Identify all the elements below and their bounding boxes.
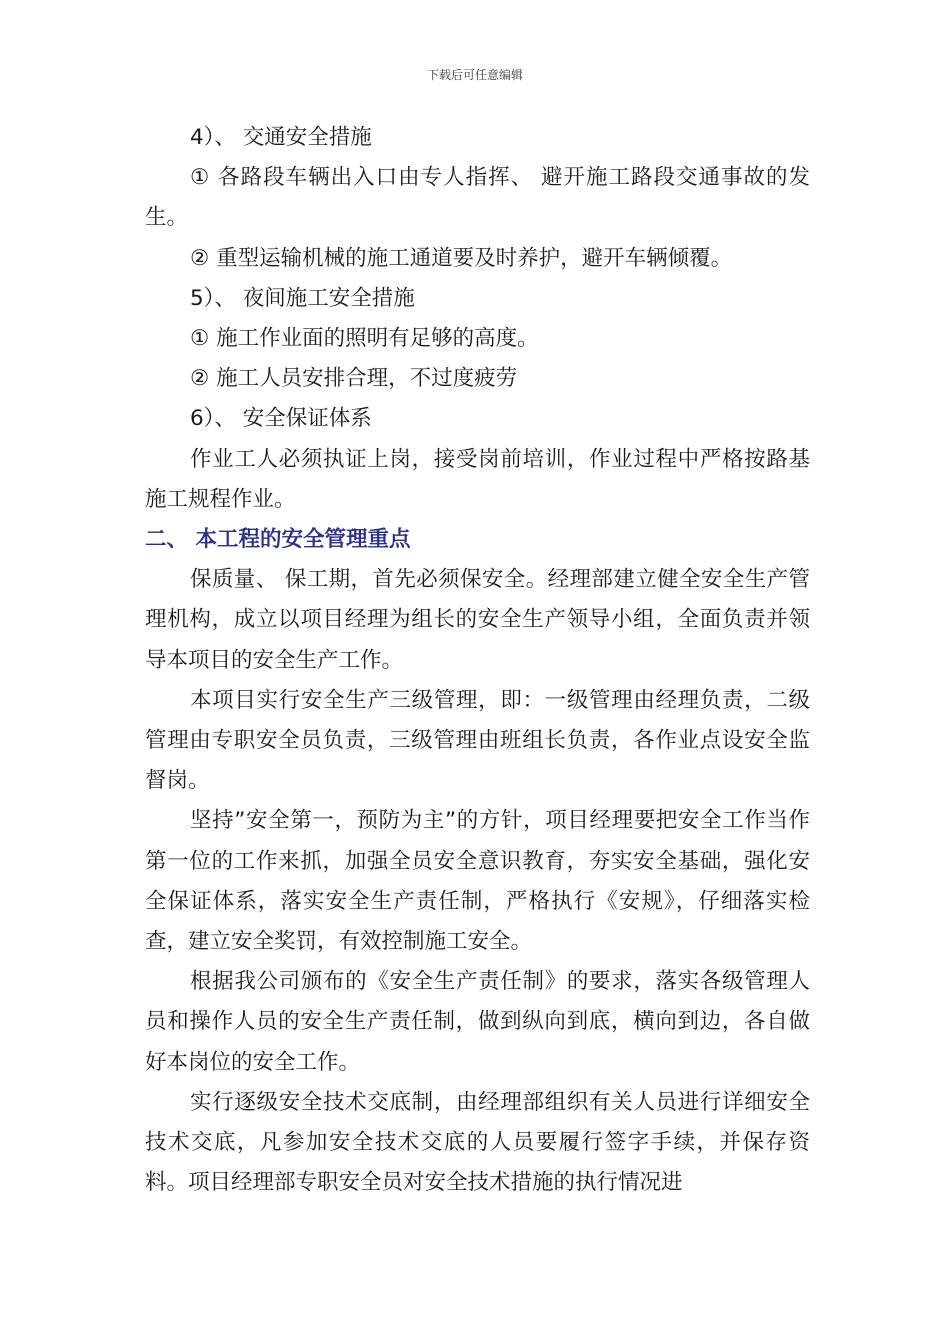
subsection-title-guarantee: 6）、 安全保证体系 — [190, 406, 372, 432]
list-item-traffic-1: ① 各路段车辆出入口由专人指挥、 避开施工路段交通事故的发生。 — [145, 165, 810, 231]
paragraph-quality: 保质量、 保工期，首先必须保安全。经理部建立健全安全生产管理机构，成立以项目经理为组长的安全生产领导小组，全面负责并领导本项目的安全生产工作。 — [145, 567, 810, 673]
paragraph-safety-first: 坚持”安全第一，预防为主”的方针，项目经理要把安全工作当作第一位的工作来抓，加强全员安全意识教育，夯实安全基础，强化安全保证体系，落实安全生产责任制，严格执行《安规》，仔细落实检查，建立安全奖罚，有效控制施工安全。 — [145, 808, 810, 955]
list-item-night-2: ② 施工人员安排合理，不过度疲劳 — [190, 366, 518, 392]
subsection-title-night: 5）、 夜间施工安全措施 — [190, 285, 415, 311]
paragraph-three-levels: 本项目实行安全生产三级管理，即：一级管理由经理负责，二级管理由专职安全员负责，三级管理由班组长负责，各作业点设安全监督岗。 — [145, 687, 810, 794]
paragraph-responsibility: 根据我公司颁布的《安全生产责任制》的要求，落实各级管理人员和操作人员的安全生产责任制，做到纵向到底，横向到边，各自做好本岗位的安全工作。 — [145, 969, 810, 1075]
paragraph-briefing: 实行逐级安全技术交底制，由经理部组织有关人员进行详细安全技术交底，凡参加安全技术交底的人员要履行签字手续，并保存资料。项目经理部专职安全员对安全技术措施的执行情况进 — [145, 1089, 810, 1196]
list-item-night-1: ① 施工作业面的照明有足够的高度。 — [190, 326, 539, 352]
paragraph-guarantee: 作业工人必须执证上岗，接受岗前培训，作业过程中严格按路基施工规程作业。 — [145, 446, 810, 512]
section-heading: 二、 本工程的安全管理重点 — [145, 527, 411, 553]
subsection-title-traffic: 4）、 交通安全措施 — [190, 125, 372, 150]
header-note: 下载后可任意编辑 — [426, 68, 523, 82]
list-item-traffic-2: ② 重型运输机械的施工通道要及时养护，避开车辆倾覆。 — [190, 245, 733, 271]
document-body — [145, 118, 810, 1203]
